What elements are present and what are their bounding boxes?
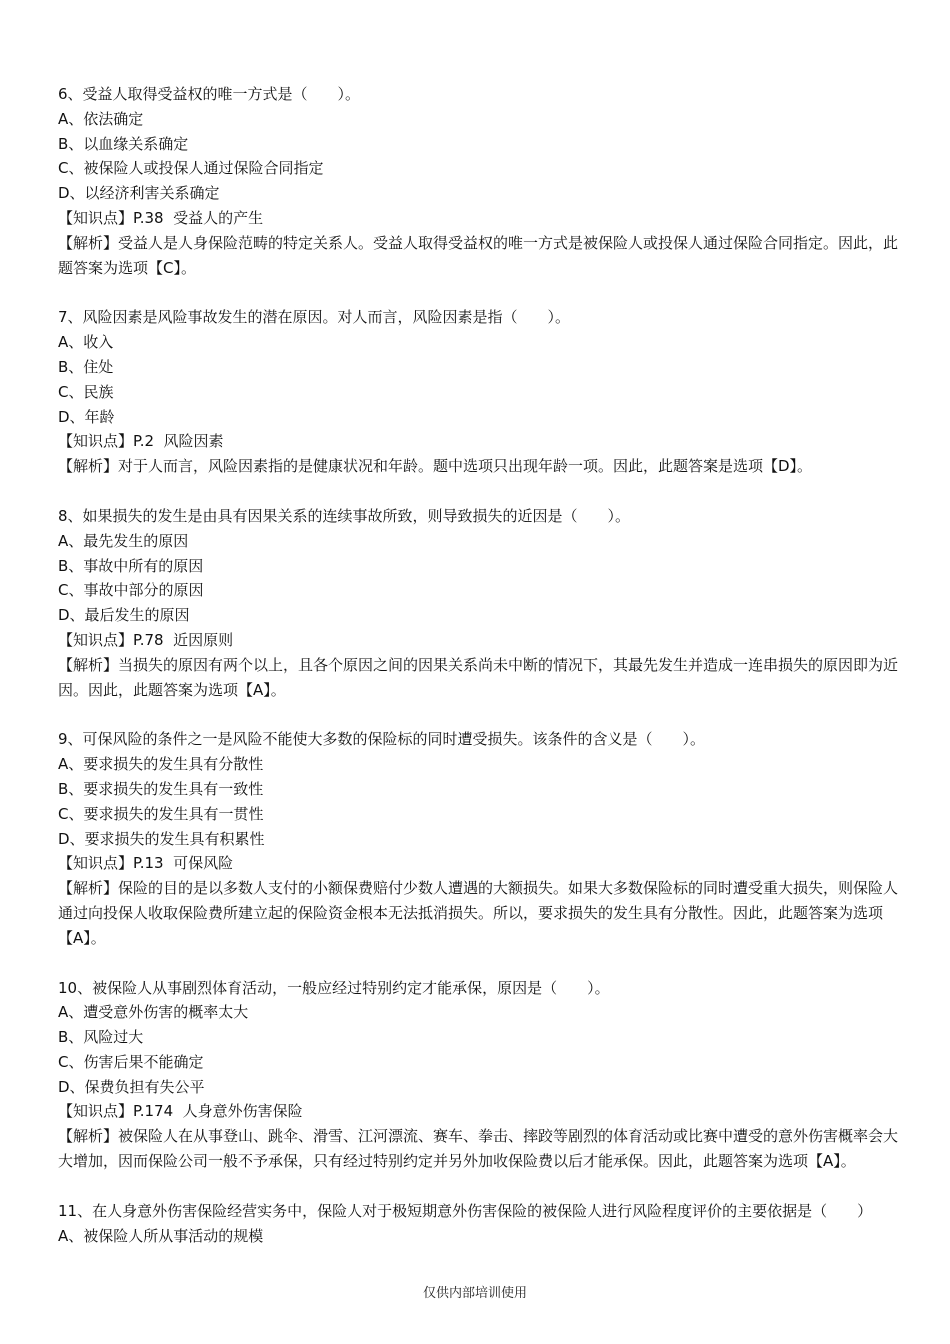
question-10	[58, 976, 898, 1174]
option-a: A、被保险人所从事活动的规模	[58, 1226, 264, 1245]
option-d: D、最后发生的原因	[58, 606, 190, 625]
knowledge-point: 【知识点】P.38 受益人的产生	[58, 208, 264, 227]
option-b: B、风险过大	[58, 1028, 144, 1047]
question-stem: 9、可保风险的条件之一是风险不能使大多数的保险标的同时遭受损失。该条件的含义是（ ）。	[58, 730, 706, 749]
question-6	[58, 82, 898, 280]
option-a: A、收入	[58, 333, 114, 352]
page-footer: 仅供内部培训使用	[422, 1286, 527, 1301]
option-a: A、遭受意外伤害的概率太大	[58, 1003, 249, 1022]
option-a: A、最先发生的原因	[58, 531, 189, 550]
analysis: 【解析】对于人而言，风险因素指的是健康状况和年龄。题中选项只出现年龄一项。因此，此题答案是选项【D】。	[58, 457, 813, 476]
knowledge-point: 【知识点】P.2 风险因素	[58, 432, 224, 451]
document-body	[58, 82, 898, 1273]
question-stem: 6、受益人取得受益权的唯一方式是（ ）。	[58, 85, 361, 103]
option-b: B、要求损失的发生具有一致性	[58, 779, 264, 798]
option-b: B、住处	[58, 357, 114, 376]
question-8	[58, 504, 898, 702]
option-a: A、依法确定	[58, 109, 144, 128]
option-c: C、被保险人或投保人通过保险合同指定	[58, 159, 324, 178]
option-c: C、事故中部分的原因	[58, 581, 204, 600]
option-d: D、以经济利害关系确定	[58, 184, 220, 203]
option-c: C、民族	[58, 382, 114, 401]
knowledge-point: 【知识点】P.13 可保风险	[58, 854, 234, 873]
analysis: 【解析】当损失的原因有两个以上，且各个原因之间的因果关系尚未中断的情况下，其最先发生并造成一连串损失的原因即为近因。因此，此题答案为选项【A】。	[58, 655, 899, 699]
analysis: 【解析】受益人是人身保险范畴的特定关系人。受益人取得受益权的唯一方式是被保险人或投保人通过保险合同指定。因此，此题答案为选项【C】。	[58, 233, 899, 277]
option-a: A、要求损失的发生具有分散性	[58, 755, 264, 774]
option-d: D、要求损失的发生具有积累性	[58, 829, 265, 848]
option-c: C、要求损失的发生具有一贯性	[58, 804, 264, 823]
option-b: B、以血缘关系确定	[58, 134, 189, 153]
question-11	[58, 1199, 898, 1249]
knowledge-point: 【知识点】P.174 人身意外伤害保险	[58, 1102, 303, 1121]
option-d: D、年龄	[58, 407, 115, 426]
question-stem: 7、风险因素是风险事故发生的潜在原因。对人而言，风险因素是指（ ）。	[58, 308, 571, 327]
option-b: B、事故中所有的原因	[58, 556, 204, 575]
question-stem: 11、在人身意外伤害保险经营实务中，保险人对于极短期意外伤害保险的被保险人进行风险程度评价的主要依据是（ ）	[58, 1201, 873, 1220]
option-c: C、伤害后果不能确定	[58, 1052, 204, 1071]
knowledge-point: 【知识点】P.78 近因原则	[58, 630, 234, 649]
analysis: 【解析】保险的目的是以多数人支付的小额保费赔付少数人遭遇的大额损失。如果大多数保险标的同时遭受重大损失，则保险人通过向投保人收取保险费所建立起的保险资金根本无法抵消损失。所以，要求损失的发生具有分散性。因此，此题答案为选项【A】。	[58, 879, 899, 947]
question-stem: 10、被保险人从事剧烈体育活动，一般应经过特别约定才能承保，原因是（ ）。	[58, 978, 610, 997]
question-7	[58, 305, 898, 479]
question-9	[58, 727, 898, 950]
question-stem: 8、如果损失的发生是由具有因果关系的连续事故所致，则导致损失的近因是（ ）。	[58, 506, 631, 525]
option-d: D、保费负担有失公平	[58, 1077, 205, 1096]
analysis: 【解析】被保险人在从事登山、跳伞、滑雪、江河漂流、赛车、拳击、摔跤等剧烈的体育活动或比赛中遭受的意外伤害概率会大大增加，因而保险公司一般不予承保，只有经过特别约定并另外加收保险费以后才能承保。因此，此题答案为选项【A】。	[58, 1127, 899, 1171]
